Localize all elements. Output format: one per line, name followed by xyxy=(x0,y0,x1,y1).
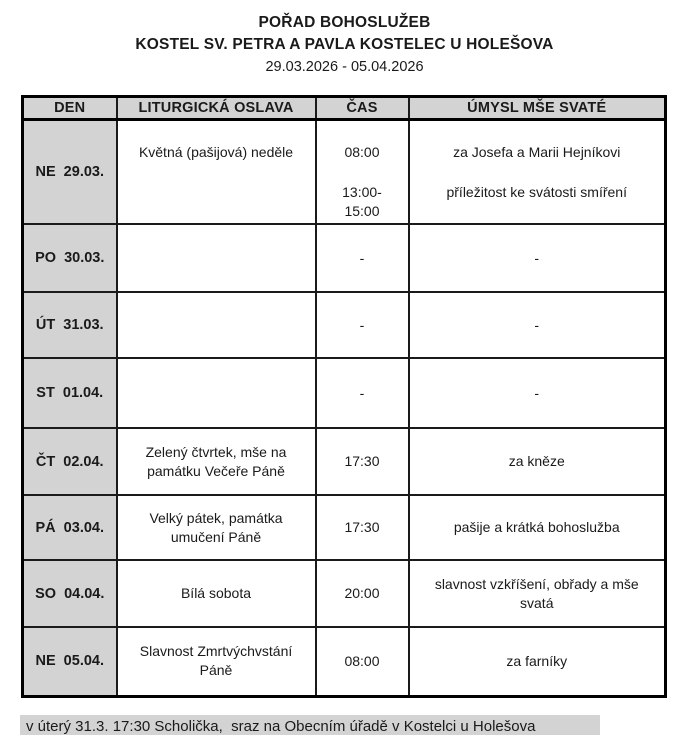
day-cell: NE 05.04. xyxy=(23,627,117,696)
page-title: POŘAD BOHOSLUŽEB xyxy=(258,14,431,31)
table-row xyxy=(23,560,666,627)
table-row xyxy=(23,358,666,428)
day-cell: ČT 02.04. xyxy=(23,428,117,495)
column-header-intention: ÚMYSL MŠE SVATÉ xyxy=(409,97,666,120)
intention-cell: - xyxy=(409,224,666,292)
time-cell: 17:30 xyxy=(316,495,409,560)
intention-entry: za Josefa a Marii Hejníkovi xyxy=(453,144,621,160)
liturgy-cell: Zelený čtvrtek, mše na památku Večeře Páně xyxy=(117,428,316,495)
intention-cell: za kněze xyxy=(409,428,666,495)
intention-entry: příležitost ke svátosti smíření xyxy=(446,184,627,200)
day-cell: SO 04.04. xyxy=(23,560,117,627)
schedule-table xyxy=(21,95,667,698)
day-cell: NE 29.03. xyxy=(23,120,117,225)
time-entry: 08:00 xyxy=(344,144,380,160)
table-row xyxy=(23,428,666,495)
intention-cell: slavnost vzkříšení, obřady a mše svatá xyxy=(409,560,666,627)
column-header-time: ČAS xyxy=(316,97,409,120)
liturgy-cell: Slavnost Zmrtvýchvstání Páně xyxy=(117,627,316,696)
intention-cell xyxy=(409,120,666,225)
footer-note: v úterý 31.3. 17:30 Scholička, sraz na Obecním úřadě v Kostelci u Holešova xyxy=(20,715,600,735)
date-range: 29.03.2026 - 05.04.2026 xyxy=(265,59,424,75)
title-block xyxy=(0,0,689,78)
column-header-liturgy: LITURGICKÁ OSLAVA xyxy=(117,97,316,120)
liturgy-cell: Květná (pašijová) neděle xyxy=(117,120,316,225)
table-row xyxy=(23,495,666,560)
liturgy-cell xyxy=(117,224,316,292)
intention-cell: pašije a krátká bohoslužba xyxy=(409,495,666,560)
table-row xyxy=(23,292,666,358)
time-cell: 17:30 xyxy=(316,428,409,495)
intention-cell: - xyxy=(409,292,666,358)
intention-cell: za farníky xyxy=(409,627,666,696)
column-header-day: DEN xyxy=(23,97,117,120)
time-cell: - xyxy=(316,292,409,358)
time-entry: 13:00-15:00 xyxy=(342,184,382,219)
table-header xyxy=(23,97,666,120)
day-cell: ST 01.04. xyxy=(23,358,117,428)
time-cell: - xyxy=(316,358,409,428)
time-cell: 20:00 xyxy=(316,560,409,627)
liturgy-cell: Velký pátek, památka umučení Páně xyxy=(117,495,316,560)
table-row xyxy=(23,627,666,696)
day-cell: PO 30.03. xyxy=(23,224,117,292)
time-cell: - xyxy=(316,224,409,292)
liturgy-cell xyxy=(117,358,316,428)
intention-cell: - xyxy=(409,358,666,428)
table-body xyxy=(23,120,666,697)
table-row xyxy=(23,120,666,225)
table-row xyxy=(23,224,666,292)
time-cell: 08:00 xyxy=(316,627,409,696)
day-cell: ÚT 31.03. xyxy=(23,292,117,358)
church-subtitle: KOSTEL SV. PETRA A PAVLA KOSTELEC U HOLEŠOVA xyxy=(135,36,554,53)
day-cell: PÁ 03.04. xyxy=(23,495,117,560)
liturgy-cell: Bílá sobota xyxy=(117,560,316,627)
liturgy-cell xyxy=(117,292,316,358)
time-cell xyxy=(316,120,409,225)
header-row xyxy=(23,97,666,120)
